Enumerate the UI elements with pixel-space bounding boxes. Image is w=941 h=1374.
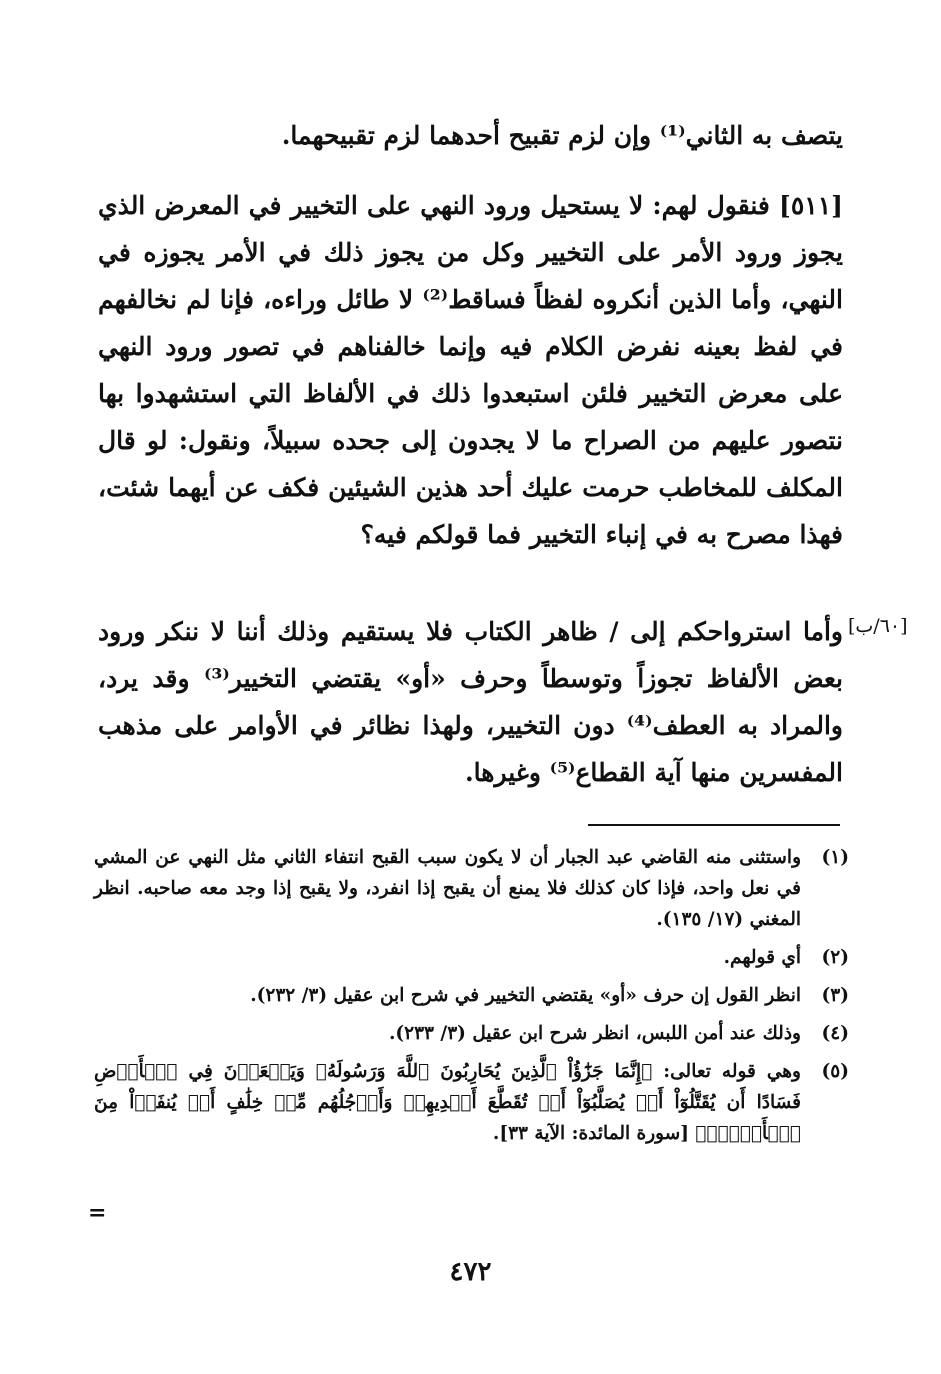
footnote-3 [94, 980, 849, 1011]
continuation-mark: = [88, 1200, 107, 1226]
footnote-4 [94, 1018, 849, 1049]
footnote-number: (٤) [821, 1023, 849, 1044]
footnote-number: (١) [821, 847, 849, 868]
footnote-number: (٢) [821, 947, 849, 968]
footnote-number: (٣) [821, 985, 849, 1006]
footnote-text: وذلك عند أمن اللبس، انظر شرح ابن عقيل (٣/ ٢٣٣). [388, 1023, 801, 1044]
footnotes [94, 842, 849, 1156]
footnote-text: انظر القول إن حرف «أو» يقتضي التخيير في شرح ابن عقيل (٣/ ٢٣٢). [250, 985, 801, 1006]
footnote-number: (٥) [821, 1061, 849, 1082]
folio-marker: [٦٠/ب] [848, 615, 908, 637]
page-number: ٤٧٢ [449, 1257, 492, 1287]
footnote-text: واستثنى منه القاضي عبد الجبار أن لا يكون سبب القبح انتفاء الثاني مثل النهي عن المشي في نعل واحد، فإذا كان كذلك فلا يمنع أن يقبح إذا انفرد، ولا يقبح إذا وجد معه صاحبه. انظر المغني (١٧/ ١٣٥). [94, 847, 801, 930]
paragraph-kitab: وأما استرواحكم إلى / ظاهر الكتاب فلا يستقيم وذلك أننا لا ننكر ورود بعض الألفاظ تجوزاً وتوسطاً وحرف «أو» يقتضي التخيير⁽³⁾ وقد يرد، والمراد به العطف⁽⁴⁾ دون التخيير، ولهذا نظائر في الأوامر على مذهب المفسرين منها آية القطاع⁽⁵⁾ وغيرها. [98, 617, 843, 787]
footnote-text: أي قولهم. [723, 947, 801, 968]
footnote-separator [588, 824, 840, 826]
paragraph-511: [٥١١] فنقول لهم: لا يستحيل ورود النهي على التخيير في المعرض الذي يجوز ورود الأمر على التخيير وكل من يجوز ذلك في الأمر يجوزه في النهي، وأما الذين أنكروه لفظاً فساقط⁽²⁾ لا طائل وراءه، فإنا لم نخالفهم في لفظ بعينه نفرض الكلام فيه وإنما خالفناهم في تصور ورود النهي على معرض التخيير فلئن استبعدوا ذلك في الألفاظ التي استشهدوا بها نتصور عليهم من الصراح ما لا يجدون إلى جحده سبيلاً، ونقول: لو قال المكلف للمخاطب حرمت عليك أحد هذين الشيئين فكف عن أيهما شئت، فهذا مصرح به في إنباء التخيير فما قولكم فيه؟ [98, 191, 843, 549]
footnote-1 [94, 842, 849, 935]
paragraph-continuation: يتصف به الثاني⁽¹⁾ وإن لزم تقبيح أحدهما لزم تقبيحهما. [281, 121, 843, 150]
footnote-text: وهي قوله تعالى: ﴿إِنَّمَا جَزَٰٓؤُاْ ٱلَّذِينَ يُحَارِبُونَ ٱللَّهَ وَرَسُولَهُۥ وَيَسۡعَوۡنَ فِي ٱلۡأَرۡضِ فَسَادًا أَن يُقَتَّلُوٓاْ أَوۡ يُصَلَّبُوٓاْ أَوۡ تُقَطَّعَ أَيۡدِيهِمۡ وَأَرۡجُلُهُم مِّنۡ خِلَٰفٍ أَوۡ يُنفَوۡاْ مِنَ ٱلۡأَرۡضِۚ﴾ [سورة المائدة: الآية ٣٣]. [94, 1061, 801, 1144]
footnote-2 [94, 942, 849, 973]
footnote-5 [94, 1056, 849, 1149]
